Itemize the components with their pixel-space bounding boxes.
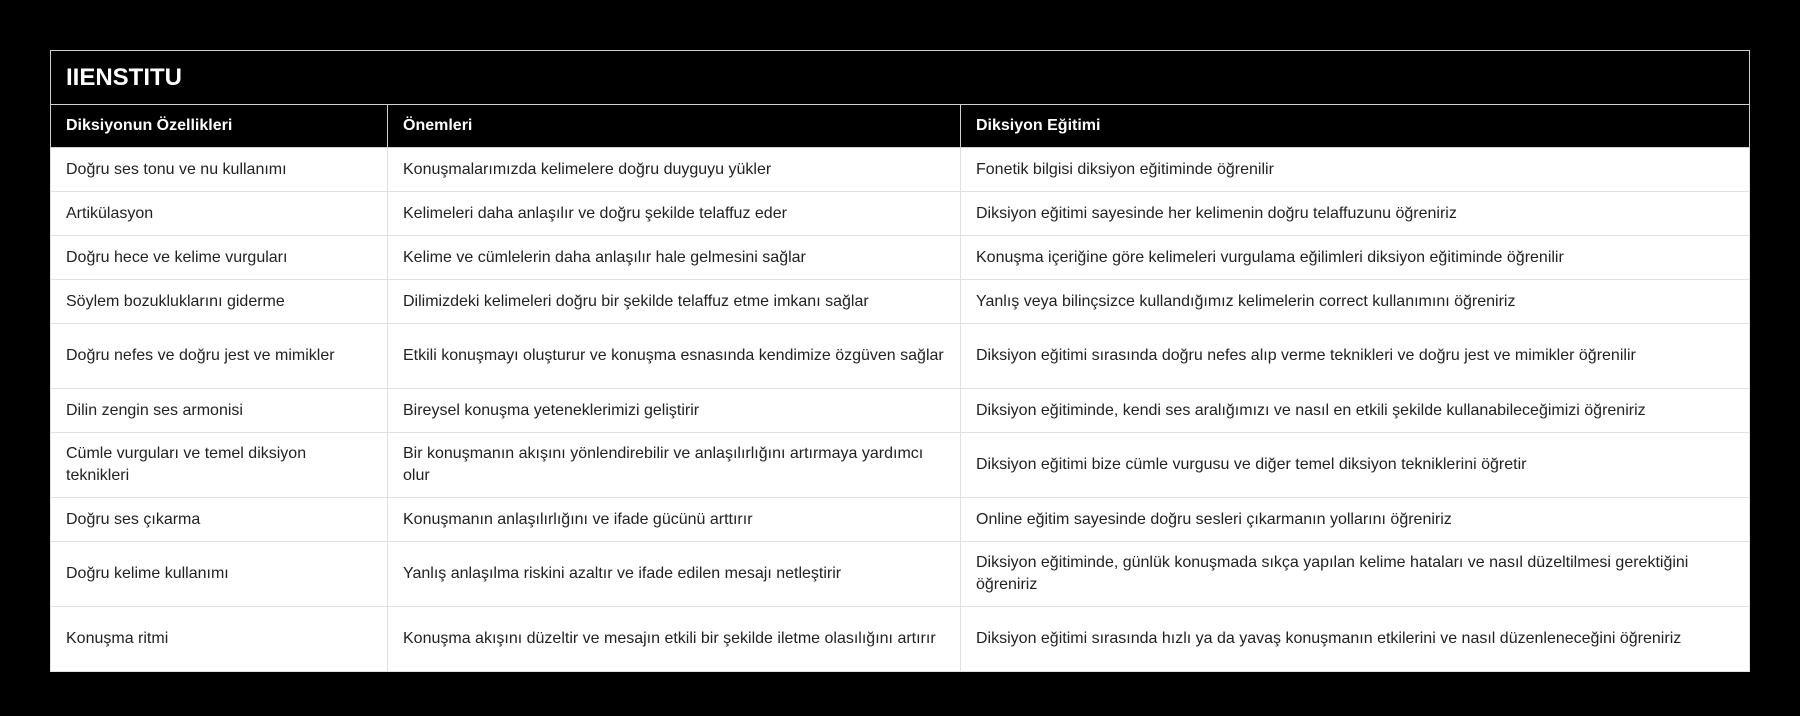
training-cell: Diksiyon eğitimi sırasında doğru nefes alıp verme teknikleri ve doğru jest ve mimikler öğrenilir	[961, 324, 1750, 389]
feature-cell: Doğru nefes ve doğru jest ve mimikler	[51, 324, 388, 389]
feature-cell: Doğru ses çıkarma	[51, 498, 388, 542]
training-cell: Diksiyon eğitimi sayesinde her kelimenin doğru telaffuzunu öğreniriz	[961, 192, 1750, 236]
feature-cell: Cümle vurguları ve temel diksiyon teknikleri	[51, 433, 388, 498]
table-row	[51, 280, 1750, 324]
feature-cell: Artikülasyon	[51, 192, 388, 236]
title-row	[51, 51, 1750, 105]
feature-cell: Söylem bozukluklarını giderme	[51, 280, 388, 324]
table-row	[51, 236, 1750, 280]
importance-cell: Bir konuşmanın akışını yönlendirebilir ve anlaşılırlığını artırmaya yardımcı olur	[388, 433, 961, 498]
importance-cell: Kelimeleri daha anlaşılır ve doğru şekilde telaffuz eder	[388, 192, 961, 236]
training-cell: Diksiyon eğitimi bize cümle vurgusu ve diğer temel diksiyon tekniklerini öğretir	[961, 433, 1750, 498]
importance-cell: Dilimizdeki kelimeleri doğru bir şekilde telaffuz etme imkanı sağlar	[388, 280, 961, 324]
importance-cell: Bireysel konuşma yeteneklerimizi geliştirir	[388, 389, 961, 433]
importance-cell: Konuşmalarımızda kelimelere doğru duyguyu yükler	[388, 148, 961, 192]
training-cell: Fonetik bilgisi diksiyon eğitiminde öğrenilir	[961, 148, 1750, 192]
table-row	[51, 498, 1750, 542]
feature-cell: Konuşma ritmi	[51, 607, 388, 672]
table-row	[51, 389, 1750, 433]
column-header-training: Diksiyon Eğitimi	[961, 105, 1750, 148]
feature-cell: Doğru hece ve kelime vurguları	[51, 236, 388, 280]
training-cell: Online eğitim sayesinde doğru sesleri çıkarmanın yollarını öğreniriz	[961, 498, 1750, 542]
importance-cell: Konuşmanın anlaşılırlığını ve ifade gücünü arttırır	[388, 498, 961, 542]
table-row	[51, 148, 1750, 192]
diction-table	[50, 50, 1750, 672]
column-header-features: Diksiyonun Özellikleri	[51, 105, 388, 148]
importance-cell: Konuşma akışını düzeltir ve mesajın etkili bir şekilde iletme olasılığını artırır	[388, 607, 961, 672]
importance-cell: Etkili konuşmayı oluşturur ve konuşma esnasında kendimize özgüven sağlar	[388, 324, 961, 389]
table-row	[51, 433, 1750, 498]
table-row	[51, 542, 1750, 607]
feature-cell: Dilin zengin ses armonisi	[51, 389, 388, 433]
importance-cell: Yanlış anlaşılma riskini azaltır ve ifade edilen mesajı netleştirir	[388, 542, 961, 607]
training-cell: Konuşma içeriğine göre kelimeleri vurgulama eğilimleri diksiyon eğitiminde öğrenilir	[961, 236, 1750, 280]
training-cell: Diksiyon eğitimi sırasında hızlı ya da yavaş konuşmanın etkilerini ve nasıl düzenleneceğini öğreniriz	[961, 607, 1750, 672]
feature-cell: Doğru ses tonu ve nu kullanımı	[51, 148, 388, 192]
training-cell: Diksiyon eğitiminde, günlük konuşmada sıkça yapılan kelime hataları ve nasıl düzeltilmesi gerektiğini öğreniriz	[961, 542, 1750, 607]
diction-table-container	[50, 50, 1749, 672]
feature-cell: Doğru kelime kullanımı	[51, 542, 388, 607]
table-row	[51, 324, 1750, 389]
table-row	[51, 192, 1750, 236]
header-row	[51, 105, 1750, 148]
table-title: IIENSTITU	[51, 51, 1750, 105]
training-cell: Yanlış veya bilinçsizce kullandığımız kelimelerin correct kullanımını öğreniriz	[961, 280, 1750, 324]
column-header-importance: Önemleri	[388, 105, 961, 148]
importance-cell: Kelime ve cümlelerin daha anlaşılır hale gelmesini sağlar	[388, 236, 961, 280]
training-cell: Diksiyon eğitiminde, kendi ses aralığımızı ve nasıl en etkili şekilde kullanabileceğimizi öğreniriz	[961, 389, 1750, 433]
table-row	[51, 607, 1750, 672]
